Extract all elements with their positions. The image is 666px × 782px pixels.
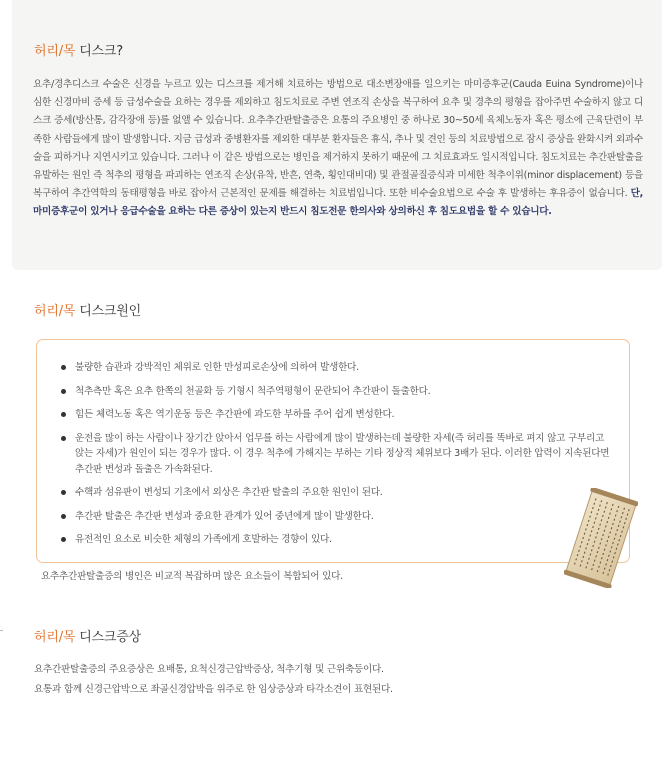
- section-heading-cause: [34, 300, 141, 319]
- symptom-line-1: 요추간판탈출증의 주요증상은 요배통, 요척신경근압박증상, 척추기형 및 근위축등이다.: [34, 664, 384, 675]
- list-item: 척추측만 혹은 요추 한쪽의 천골화 등 기형시 척주역평형이 문란되어 추간판이 돌출한다.: [59, 384, 611, 400]
- list-item: 수핵과 섬유판이 변성되 기초에서 외상은 추간판 탈출의 주요한 원인이 된다.: [59, 485, 611, 501]
- list-item: 힘든 체력노동 혹은 역기운동 등은 추간판에 과도한 부하를 주어 쉽게 변성한다.: [59, 407, 611, 423]
- description-text: 요추/경추디스크 수술은 신경을 누르고 있는 디스크를 제거해 치료하는 방법으로 대소변장애를 일으키는 마미증후군(Cauda Euina Syndrome)이나 심한 신경마비 증세 등 급성수술을 요하는 경우를 제외하고 침도치료로 주변 연조직 손상을 복구하여 요추 및 경추의 평형을 잡아주면 수술하지 않고 디스크 증세(방산통, 감각장애 등)를 없앨 수 있습니다. 요추추간판탈출증은 요통의 주요병인 중 하나로 30~50세 육체노동자 혹은 평소에 근육단련이 부족한 사람들에게 많이 발생합니다. 지금 급성과 중병환자를 제외한 대부분 환자들은 휴식, 추나 및 견인 등의 치료방법으로 잠시 증상을 완화시켜 외과수술을 피하거나 지연시키고 있습니다. 그러나 이 같은 방법으로는 병인을 제거하지 못하기 때문에 그 치료효과도 일시적입니다. 침도치료는 추간판탈출을 유발하는 원인 즉 척추의 평형을 파괴하는 연조직 손상(유착, 반흔, 연축, 횡인대비대) 및 관절골질증식과 미세한 척추이위(minor displacement) 등을 복구하여 추간역학의 동태평형을 바로 잡아서 근본적인 문제를 해결하는 치료법입니다. 또한 비수술요법으로 수술 후 발생하는 후유증이 없습니다.: [33, 79, 643, 200]
- list-item: 운전을 많이 하는 사람이나 장기간 앉아서 업무를 하는 사람에게 많이 발생하는데 불량한 자세(즉 허리를 똑바로 펴지 않고 구부리고 앉는 자세)가 원인이 되는 경우가 많다. 이 경우 척추에 가해지는 부하는 기타 정상적 체위보다 3배가 된다. 이러한 압력이 지속된다면 추간판 변성과 돌출은 가속화된다.: [59, 431, 611, 478]
- intro-panel: [12, 0, 662, 270]
- causes-box: [36, 339, 630, 563]
- disc-description: [33, 76, 643, 222]
- heading-main: 디스크증상: [79, 630, 141, 645]
- margin-tick: [0, 630, 3, 631]
- heading-main: 디스크원인: [79, 304, 141, 319]
- old-manuscript-scroll-icon: [564, 488, 638, 588]
- section-heading-symptom: [34, 626, 141, 645]
- list-item: 추간판 탈출은 추간판 변성과 중요한 관계가 있어 중년에게 많이 발생한다.: [59, 509, 611, 525]
- list-item: 불량한 습관과 강박적인 체위로 인한 만성피로손상에 의하여 발생한다.: [59, 360, 611, 376]
- heading-accent: 허리/목: [34, 44, 76, 59]
- heading-accent: 허리/목: [34, 630, 76, 645]
- causes-list: [59, 360, 611, 556]
- heading-accent: 허리/목: [34, 304, 76, 319]
- heading-main: 디스크?: [79, 44, 123, 59]
- symptom-line-2: 요통과 함께 신경근압박으로 좌골신경압박을 위주로 한 임상증상과 타각소견이 표현된다.: [34, 684, 393, 695]
- cause-note: 요추추간판탈출증의 병인은 비교적 복잡하며 많은 요소들이 복합되어 있다.: [41, 571, 343, 582]
- section-heading-disc: [34, 40, 123, 59]
- list-item: 유전적인 요소로 비슷한 체형의 가족에게 호발하는 경향이 있다.: [59, 532, 611, 548]
- description-emphasis: 단, 마미증후군이 있거나 응급수술을 요하는 다른 증상이 있는지 반드시 침도전문 한의사와 상의하신 후 침도요법을 할 수 있습니다.: [33, 188, 643, 218]
